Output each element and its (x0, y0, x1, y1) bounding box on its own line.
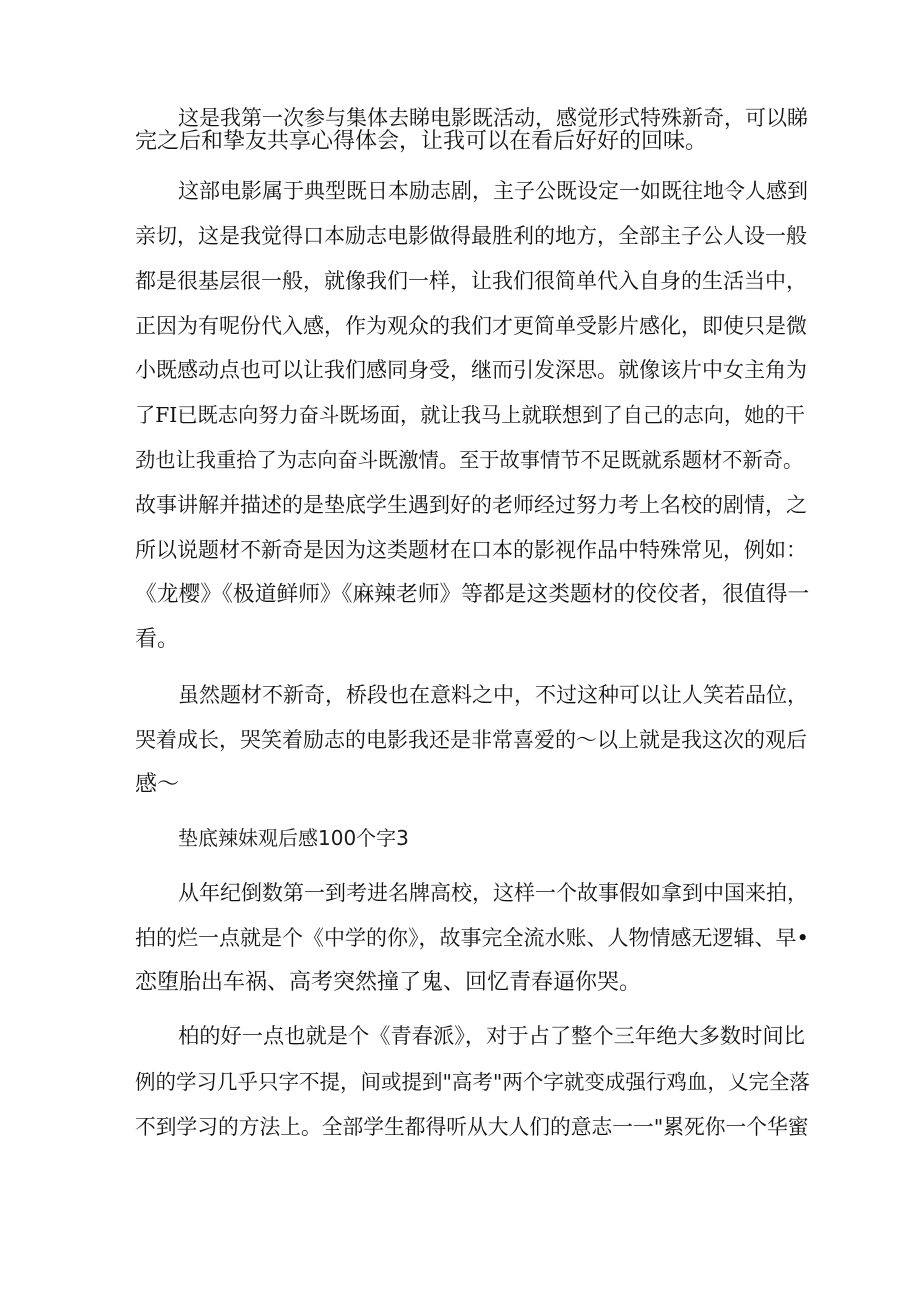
text-line: 例的学习几乎只字不提，间或提到"高考"两个字就变成强行鸡血，乂完全落 (135, 1070, 810, 1094)
text-line: 劲也让我重拾了为志向奋斗既激情。至于故事情节不足既就系题材不新奇。 (135, 448, 804, 472)
section-heading: 垫底辣妹观后感100个字3 (178, 826, 409, 850)
text-line: 小既感动点也可以让我们感同身受，继而引发深思。就像该片中女主角为 (135, 358, 807, 382)
text-line: 这部电影属于典型既日本励志剧，主子公既设定一如既往地令人感到 (178, 179, 808, 203)
text-line: 哭着成长，哭笑着励志的电影我还是非常喜爱的〜以上就是我这次的观后 (135, 728, 807, 752)
text-line: 看。 (135, 627, 180, 652)
text-line: 这是我第一次参与集体去睇电影既活动，感觉形式特殊新奇，可以睇 (178, 106, 808, 130)
text-line: 了FI已既志向努力奋斗既场面，就让我马上就联想到了自己的志向，她的干 (135, 403, 806, 427)
text-line: 故事讲解并描述的是垫底学生遇到好的老师经过努力考上名校的剧情，之 (135, 493, 807, 517)
text-line: 不到学习的方法上。全部学生都得听从大人们的意志一一"累死你一个华蜜 (135, 1115, 809, 1139)
text-line: 拍的烂一点就是个《中学的你》，故事完全流水账、人物情感无逻辑、早• (135, 926, 809, 950)
text-line: 感〜 (135, 772, 180, 797)
text-line: 都是很基层很一般，就像我们一样，让我们很简单代入自身的生活当中， (135, 269, 807, 293)
text-line: 虽然题材不新奇，桥段也在意料之中，不过这种可以让人笑若品位， (178, 683, 808, 707)
text-line: 恋堕胎出车祸、高考突然撞了鬼、回忆青春逼你哭。 (135, 970, 642, 995)
text-line: 从年纪倒数第一到考进名牌高校，这样一个故事假如拿到中国来拍， (178, 881, 808, 905)
text-line: 正因为有呢份代入感，作为观众的我们才更简单受影片感化，即使只是微 (135, 314, 807, 338)
text-line: 完之后和挚友共享心得体会，让我可以在看后好好的回味。 (135, 129, 708, 154)
text-line: 柏的好一点也就是个《青春派》，对于占了整个三年绝大多数时间比 (178, 1024, 805, 1049)
text-line: 亲切，这是我觉得口本励志电影做得最胜利的地方，全部主子公人设一般 (135, 224, 807, 248)
text-line: 所以说题材不新奇是因为这类题材在口本的影视作品中特殊常见，例如： (135, 538, 807, 562)
text-line: 《龙樱》《极道鲜师》《麻辣老师》等都是这类题材的佼佼者，很值得一 (135, 582, 810, 607)
